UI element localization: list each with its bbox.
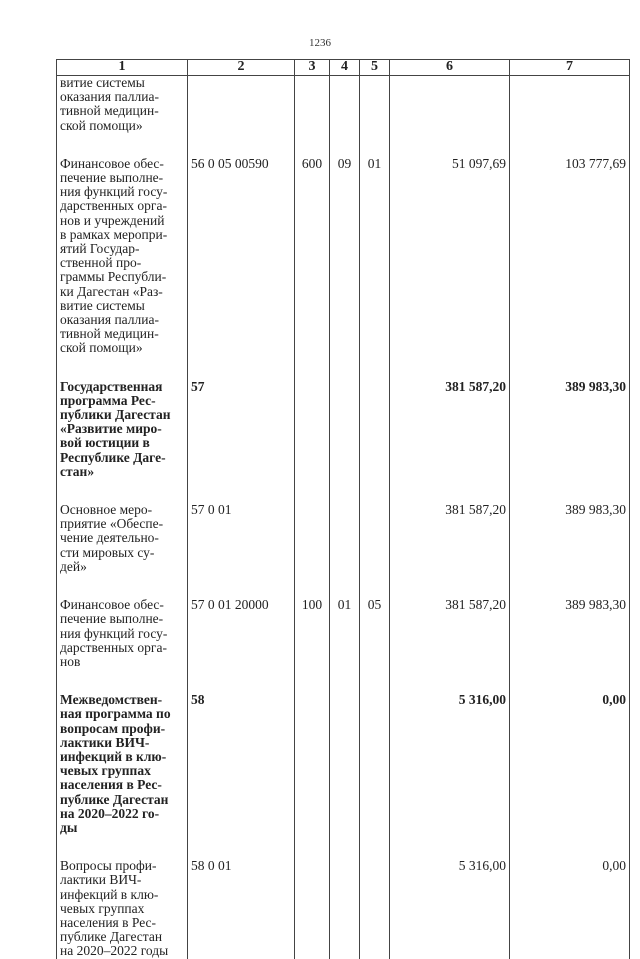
spacer-cell	[330, 356, 360, 380]
row-name-line: ная программа по	[60, 706, 171, 722]
row-name	[57, 598, 188, 669]
row-amount-year-1: 51 097,69	[390, 157, 510, 356]
table-row	[57, 157, 630, 356]
row-name-line: дарственных орга-	[60, 198, 167, 214]
spacer-cell	[295, 479, 330, 503]
row-name	[57, 859, 188, 958]
row-expense-type	[295, 693, 330, 835]
row-name-line: населения в Рес-	[60, 777, 162, 793]
table-row	[57, 598, 630, 669]
row-subsection	[360, 76, 390, 133]
row-expense-type	[295, 76, 330, 133]
row-name-line: «Развитие миро-	[60, 421, 162, 437]
table-row	[57, 503, 630, 574]
row-amount-year-2: 0,00	[510, 859, 630, 958]
row-code: 57 0 01 20000	[188, 598, 295, 669]
row-name	[57, 503, 188, 574]
row-expense-type	[295, 380, 330, 479]
row-name-line: оказания паллиа-	[60, 312, 159, 328]
row-amount-year-1	[390, 76, 510, 133]
table-row	[57, 859, 630, 958]
spacer-cell	[57, 669, 188, 693]
row-name-line: граммы Республи-	[60, 269, 167, 285]
row-name-line: инфекций в клю-	[60, 886, 159, 902]
spacer-cell	[330, 574, 360, 598]
column-header: 1	[57, 60, 188, 76]
row-name-line: Межведомствен-	[60, 692, 163, 708]
row-name	[57, 157, 188, 356]
row-name-line: лактики ВИЧ-	[60, 734, 150, 750]
row-name-line: стан»	[60, 463, 95, 479]
spacer-cell	[360, 669, 390, 693]
spacer-cell	[57, 356, 188, 380]
spacer-cell	[510, 133, 630, 157]
column-header: 5	[360, 60, 390, 76]
row-section: 01	[330, 598, 360, 669]
row-amount-year-2: 0,00	[510, 693, 630, 835]
row-name-line: на 2020–2022 годы	[60, 943, 169, 959]
row-code: 57	[188, 380, 295, 479]
row-name-line: тивной медицин-	[60, 103, 159, 119]
row-name-line: вопросам профи-	[60, 720, 166, 736]
row-amount-year-1: 5 316,00	[390, 693, 510, 835]
spacer-cell	[295, 574, 330, 598]
spacer-cell	[188, 669, 295, 693]
row-section	[330, 859, 360, 958]
budget-table	[56, 59, 630, 959]
row-code: 56 0 05 00590	[188, 157, 295, 356]
row-name-line: ственной про-	[60, 255, 142, 271]
spacer-cell	[360, 356, 390, 380]
row-subsection: 05	[360, 598, 390, 669]
table-row	[57, 693, 630, 835]
row-section	[330, 380, 360, 479]
row-name-line: печение выполне-	[60, 170, 164, 186]
spacer-cell	[510, 835, 630, 859]
table-row	[57, 76, 630, 133]
row-amount-year-1: 5 316,00	[390, 859, 510, 958]
spacer-cell	[390, 574, 510, 598]
row-section	[330, 503, 360, 574]
row-name-line: дей»	[60, 558, 87, 574]
spacer-cell	[188, 356, 295, 380]
spacer-cell	[57, 835, 188, 859]
spacer-cell	[57, 574, 188, 598]
row-subsection	[360, 380, 390, 479]
row-name-line: на 2020–2022 го-	[60, 805, 160, 821]
row-name-line: витие системы	[60, 75, 145, 90]
row-spacer	[57, 356, 630, 380]
row-name-line: в рамках меропри-	[60, 226, 168, 242]
spacer-cell	[360, 835, 390, 859]
row-section	[330, 693, 360, 835]
row-name-line: оказания паллиа-	[60, 89, 159, 105]
row-amount-year-2: 389 983,30	[510, 503, 630, 574]
row-name-line: приятие «Обеспе-	[60, 516, 164, 532]
row-name-line: вой юстиции в	[60, 435, 150, 451]
row-name-line: сти мировых су-	[60, 544, 155, 560]
row-amount-year-1: 381 587,20	[390, 380, 510, 479]
row-name-line: программа Рес-	[60, 392, 156, 408]
spacer-cell	[510, 356, 630, 380]
row-spacer	[57, 669, 630, 693]
spacer-cell	[188, 133, 295, 157]
row-section: 09	[330, 157, 360, 356]
row-name-line: Финансовое обес-	[60, 155, 164, 171]
row-subsection	[360, 693, 390, 835]
row-name-line: публике Дагестан	[60, 929, 163, 945]
row-name-line: ды	[60, 819, 78, 835]
page-number: 1236	[309, 37, 331, 49]
spacer-cell	[390, 835, 510, 859]
spacer-cell	[330, 479, 360, 503]
column-header: 2	[188, 60, 295, 76]
spacer-cell	[390, 133, 510, 157]
row-spacer	[57, 133, 630, 157]
spacer-cell	[330, 669, 360, 693]
row-name-line: ской помощи»	[60, 340, 143, 356]
row-name	[57, 693, 188, 835]
row-expense-type: 600	[295, 157, 330, 356]
spacer-cell	[57, 133, 188, 157]
row-subsection	[360, 859, 390, 958]
row-name-line: Республике Даге-	[60, 449, 166, 465]
row-code: 58 0 01	[188, 859, 295, 958]
row-expense-type	[295, 503, 330, 574]
row-amount-year-2	[510, 76, 630, 133]
row-name-line: лактики ВИЧ-	[60, 872, 142, 888]
row-spacer	[57, 574, 630, 598]
row-spacer	[57, 479, 630, 503]
row-amount-year-2: 103 777,69	[510, 157, 630, 356]
column-header: 4	[330, 60, 360, 76]
spacer-cell	[390, 669, 510, 693]
row-name-line: публики Дагестан	[60, 407, 171, 423]
row-amount-year-2: 389 983,30	[510, 598, 630, 669]
row-name-line: ния функций госу-	[60, 625, 168, 641]
spacer-cell	[390, 479, 510, 503]
row-name-line: ки Дагестан «Раз-	[60, 283, 163, 299]
row-name-line: чение деятельно-	[60, 530, 159, 546]
row-name-line: Вопросы профи-	[60, 858, 157, 874]
row-name-line: Основное меро-	[60, 502, 153, 518]
spacer-cell	[188, 479, 295, 503]
row-name-line: Финансовое обес-	[60, 597, 164, 613]
row-amount-year-1: 381 587,20	[390, 503, 510, 574]
row-expense-type	[295, 859, 330, 958]
table-header-row	[57, 60, 630, 76]
row-spacer	[57, 835, 630, 859]
spacer-cell	[330, 133, 360, 157]
row-name	[57, 76, 188, 133]
column-header: 7	[510, 60, 630, 76]
column-header: 6	[390, 60, 510, 76]
row-expense-type: 100	[295, 598, 330, 669]
row-name-line: ния функций госу-	[60, 184, 168, 200]
spacer-cell	[57, 479, 188, 503]
spacer-cell	[360, 574, 390, 598]
row-name-line: ской помощи»	[60, 117, 143, 133]
row-name-line: дарственных орга-	[60, 639, 167, 655]
row-section	[330, 76, 360, 133]
row-name-line: нов	[60, 653, 81, 669]
row-name-line: чевых группах	[60, 900, 145, 916]
row-code	[188, 76, 295, 133]
row-code: 57 0 01	[188, 503, 295, 574]
spacer-cell	[295, 835, 330, 859]
spacer-cell	[330, 835, 360, 859]
spacer-cell	[510, 479, 630, 503]
row-subsection: 01	[360, 157, 390, 356]
spacer-cell	[295, 133, 330, 157]
spacer-cell	[188, 574, 295, 598]
row-name-line: инфекций в клю-	[60, 748, 167, 764]
column-header: 3	[295, 60, 330, 76]
spacer-cell	[188, 835, 295, 859]
row-name-line: ятий Государ-	[60, 241, 140, 257]
spacer-cell	[510, 669, 630, 693]
spacer-cell	[295, 356, 330, 380]
spacer-cell	[295, 669, 330, 693]
row-name-line: населения в Рес-	[60, 914, 157, 930]
row-amount-year-1: 381 587,20	[390, 598, 510, 669]
row-name	[57, 380, 188, 479]
row-name-line: публике Дагестан	[60, 791, 169, 807]
spacer-cell	[360, 479, 390, 503]
row-name-line: тивной медицин-	[60, 326, 159, 342]
table-row	[57, 380, 630, 479]
row-name-line: Государственная	[60, 378, 163, 394]
row-amount-year-2: 389 983,30	[510, 380, 630, 479]
spacer-cell	[510, 574, 630, 598]
row-name-line: витие системы	[60, 297, 145, 313]
row-name-line: чевых группах	[60, 763, 151, 779]
row-code: 58	[188, 693, 295, 835]
spacer-cell	[390, 356, 510, 380]
row-subsection	[360, 503, 390, 574]
row-name-line: нов и учреждений	[60, 212, 165, 228]
spacer-cell	[360, 133, 390, 157]
row-name-line: печение выполне-	[60, 611, 164, 627]
